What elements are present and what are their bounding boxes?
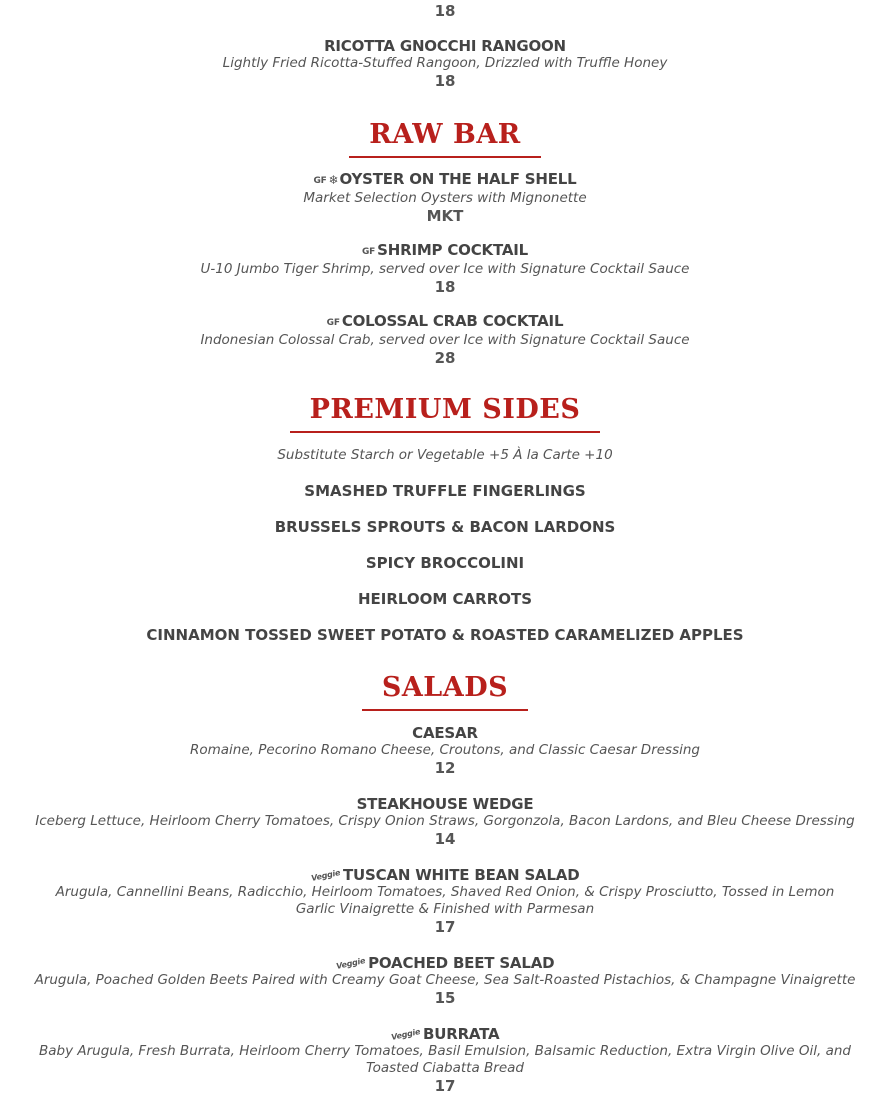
item-price: 28 — [434, 349, 456, 367]
item-name: TUSCAN WHITE BEAN SALAD — [342, 866, 580, 884]
menu-item-beet-salad — [0, 955, 890, 1007]
veggie-icon: Veggie — [309, 868, 341, 883]
section-subtitle: Substitute Starch or Vegetable +5 À la Carte +10 — [277, 447, 613, 463]
menu-item-wedge — [0, 796, 890, 848]
item-name: POACHED BEET SALAD — [368, 954, 555, 972]
menu-item-burrata — [0, 1026, 890, 1095]
item-price: 18 — [434, 278, 456, 296]
section-salads — [0, 673, 890, 711]
item-description: Arugula, Poached Golden Beets Paired with Creamy Goat Cheese, Sea Salt-Roasted Pistachios, & Champagne Vinaigrette — [34, 972, 856, 988]
item-price: 12 — [434, 759, 456, 777]
menu-item-crab-cocktail — [0, 313, 890, 367]
item-description: Indonesian Colossal Crab, served over Ice with Signature Cocktail Sauce — [200, 332, 690, 348]
menu-item-caesar — [0, 725, 890, 777]
item-description: Lightly Fried Ricotta-Stuffed Rangoon, Drizzled with Truffle Honey — [222, 55, 668, 71]
item-price: 17 — [434, 918, 456, 936]
item-name: COLOSSAL CRAB COCKTAIL — [341, 312, 564, 330]
item-name: RICOTTA GNOCCHI RANGOON — [324, 37, 566, 55]
item-name: BURRATA — [423, 1025, 500, 1043]
section-title: SALADS — [362, 673, 528, 711]
side-item: SPICY BROCCOLINI — [365, 554, 525, 572]
side-item: SMASHED TRUFFLE FINGERLINGS — [304, 482, 586, 500]
item-description: Market Selection Oysters with Mignonette — [303, 190, 587, 206]
item-price: MKT — [426, 207, 464, 225]
item-description: U-10 Jumbo Tiger Shrimp, served over Ice with Signature Cocktail Sauce — [200, 261, 690, 277]
section-premium-sides — [0, 395, 890, 433]
menu-item-tuscan-salad — [0, 867, 890, 936]
item-name: SHRIMP COCKTAIL — [377, 241, 528, 259]
section-raw-bar — [0, 120, 890, 158]
snowflake-icon: ❄ — [328, 173, 339, 187]
menu-item-cutoff — [0, 2, 890, 20]
item-description: Baby Arugula, Fresh Burrata, Heirloom Cherry Tomatoes, Basil Emulsion, Balsamic Reduction, Extra Virgin Olive Oil, and Toasted Ciabatta Bread — [38, 1043, 852, 1076]
section-title: RAW BAR — [349, 120, 540, 158]
item-price: 18 — [434, 2, 456, 20]
menu-item-oyster — [0, 171, 890, 225]
item-name: STEAKHOUSE WEDGE — [356, 795, 534, 813]
side-item: BRUSSELS SPROUTS & BACON LARDONS — [274, 518, 616, 536]
section-title: PREMIUM SIDES — [290, 395, 601, 433]
item-name: OYSTER ON THE HALF SHELL — [339, 170, 577, 188]
side-item: HEIRLOOM CARROTS — [357, 590, 533, 608]
item-description: Arugula, Cannellini Beans, Radicchio, Heirloom Tomatoes, Shaved Red Onion, & Crispy Prosciutto, Tossed in Lemon Garlic Vinaigrette & Finished with Parmesan — [55, 884, 835, 917]
item-price: 14 — [434, 830, 456, 848]
menu-item-rangoon — [0, 38, 890, 90]
item-price: 15 — [434, 989, 456, 1007]
gluten-free-icon: GF — [313, 176, 327, 186]
item-price: 17 — [434, 1077, 456, 1095]
side-item: CINNAMON TOSSED SWEET POTATO & ROASTED CARAMELIZED APPLES — [146, 626, 744, 644]
veggie-icon: Veggie — [389, 1027, 421, 1042]
veggie-icon: Veggie — [335, 956, 366, 971]
item-description: Romaine, Pecorino Romano Cheese, Croutons, and Classic Caesar Dressing — [189, 742, 700, 758]
gluten-free-icon: GF — [326, 318, 340, 328]
item-description: Iceberg Lettuce, Heirloom Cherry Tomatoes, Crispy Onion Straws, Gorgonzola, Bacon Lardons, and Bleu Cheese Dressing — [35, 813, 855, 829]
item-name: CAESAR — [412, 724, 478, 742]
gluten-free-icon: GF — [362, 247, 376, 257]
item-price: 18 — [434, 72, 456, 90]
menu-item-shrimp-cocktail — [0, 242, 890, 296]
